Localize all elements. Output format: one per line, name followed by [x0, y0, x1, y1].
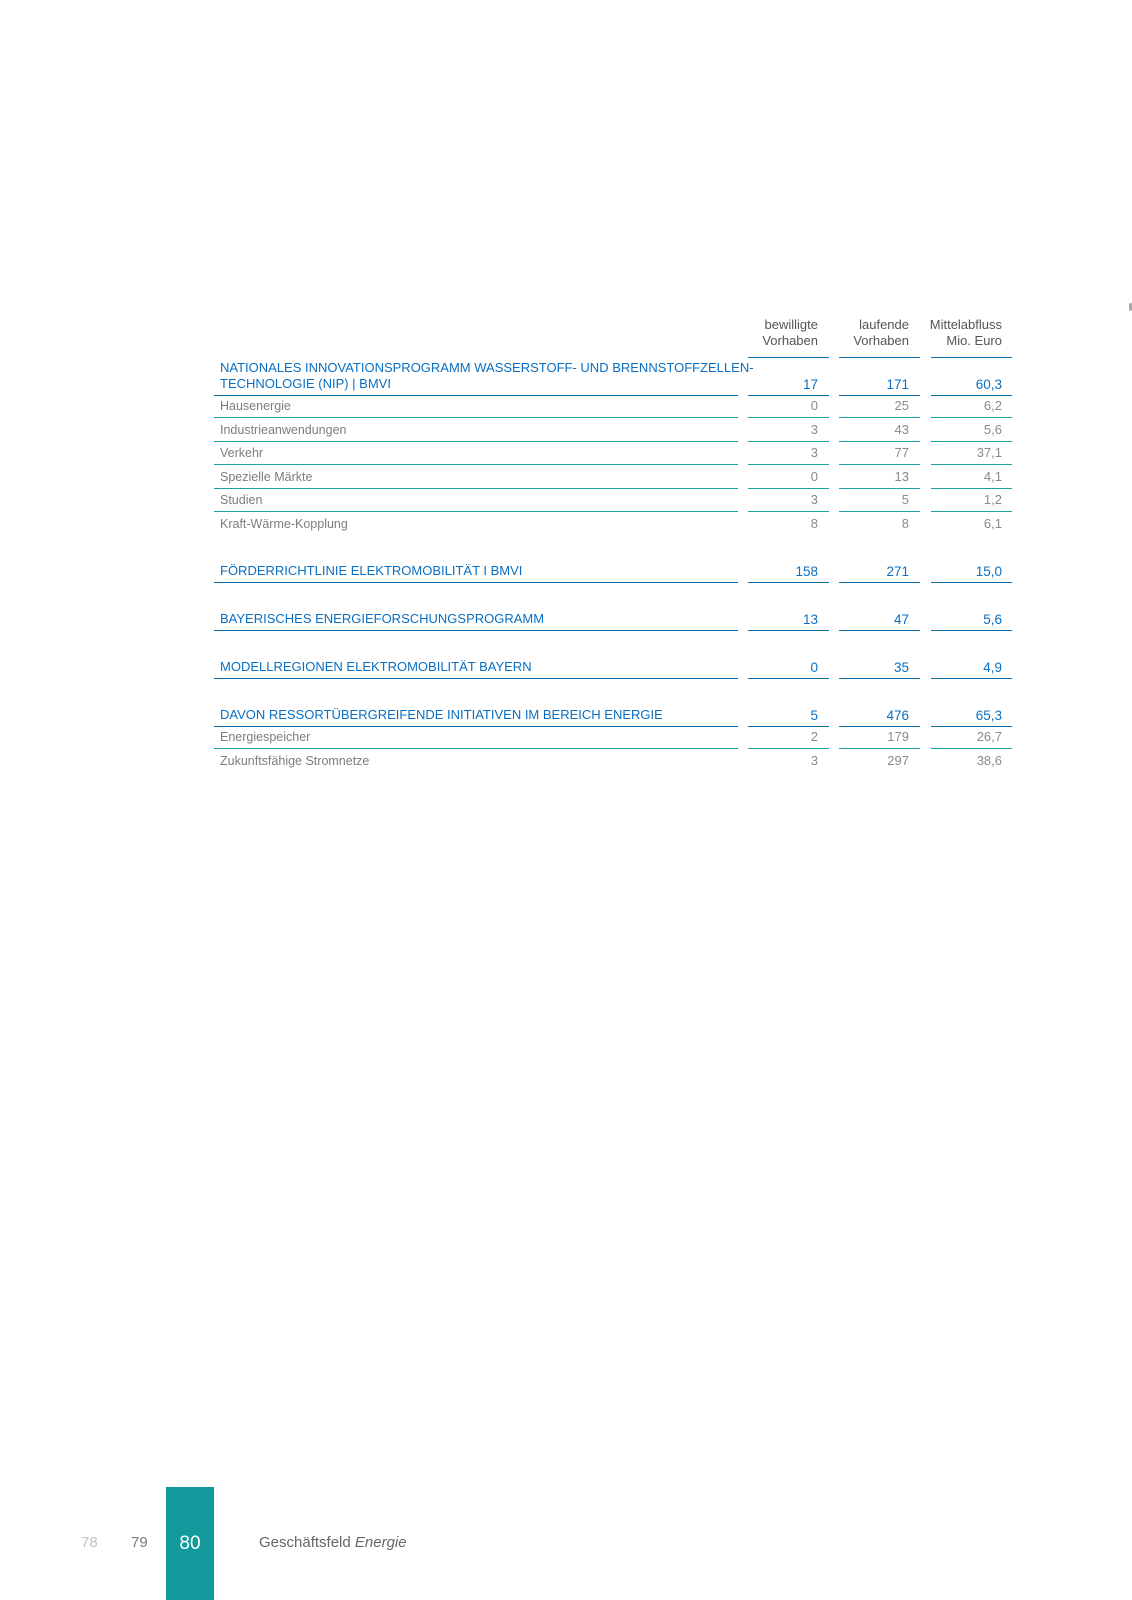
group-value: 476: [886, 708, 909, 723]
column-header-line: Vorhaben: [762, 333, 818, 348]
row-divider: [748, 357, 829, 358]
group-value: 13: [802, 612, 818, 627]
row-value: 13: [894, 468, 909, 484]
column-header-mittelabfluss: [880, 317, 1002, 349]
group-value: 47: [893, 612, 909, 627]
row-value: 3: [810, 752, 818, 768]
current-page-tab: [166, 1487, 214, 1600]
row-divider: [931, 726, 1012, 727]
row-value: 3: [810, 445, 818, 460]
row-label: Studien: [220, 493, 263, 507]
row-value: 38,6: [976, 752, 1002, 768]
group-value: 0: [810, 660, 818, 675]
row-divider: [839, 441, 920, 442]
row-divider: [214, 726, 738, 727]
row-value: 4,1: [983, 468, 1002, 484]
row-divider: [931, 511, 1012, 512]
row-value: 25: [894, 398, 909, 413]
row-divider: [839, 630, 920, 631]
section-title: [259, 1534, 407, 1551]
row-label: Hausenergie: [220, 399, 291, 413]
row-divider: [839, 726, 920, 727]
row-value: 2: [810, 729, 818, 744]
row-divider: [931, 748, 1012, 749]
row-divider: [214, 464, 738, 465]
group-value: 5: [810, 708, 818, 723]
column-header-line: laufende: [859, 317, 909, 332]
group-value: 60,3: [975, 377, 1002, 392]
group-title: BAYERISCHES ENERGIEFORSCHUNGSPROGRAMM: [220, 611, 545, 626]
row-divider: [931, 678, 1012, 679]
row-divider: [214, 417, 738, 418]
row-value: 26,7: [976, 729, 1002, 744]
row-divider: [931, 441, 1012, 442]
row-value: 179: [887, 729, 909, 744]
row-divider: [214, 395, 738, 396]
row-divider: [214, 511, 738, 512]
row-value: 297: [887, 752, 909, 768]
row-divider: [931, 464, 1012, 465]
row-divider: [748, 488, 829, 489]
group-title: FÖRDERRICHTLINIE ELEKTROMOBILITÄT I BMVI: [220, 563, 523, 578]
row-divider: [839, 748, 920, 749]
row-divider: [214, 630, 738, 631]
row-value: 3: [810, 492, 818, 507]
group-value: 158: [795, 564, 818, 579]
group-title: DAVON RESSORTÜBERGREIFENDE INITIATIVEN IM BEREICH ENERGIE: [220, 707, 663, 722]
row-value: 8: [810, 515, 818, 531]
group-value: 171: [886, 377, 909, 392]
section-prefix: Geschäftsfeld: [259, 1534, 355, 1551]
row-value: 43: [894, 421, 909, 437]
row-label: Verkehr: [220, 446, 264, 460]
page-number-79[interactable]: 79: [131, 1534, 148, 1551]
row-value: 5,6: [983, 421, 1002, 437]
row-divider: [748, 464, 829, 465]
current-page-number: 80: [179, 1533, 201, 1554]
row-value: 5: [901, 492, 909, 507]
group-value: 271: [886, 564, 909, 579]
row-divider: [839, 678, 920, 679]
row-value: 8: [901, 515, 909, 531]
row-divider: [748, 441, 829, 442]
row-divider: [214, 488, 738, 489]
row-label: Kraft-Wärme-Kopplung: [220, 516, 348, 531]
row-divider: [931, 357, 1012, 358]
row-label: Zukunftsfähige Stromnetze: [220, 753, 370, 768]
row-divider: [931, 630, 1012, 631]
row-label: Energiespeicher: [220, 730, 311, 744]
group-value: 17: [802, 377, 818, 392]
group-title: MODELLREGIONEN ELEKTROMOBILITÄT BAYERN: [220, 659, 532, 674]
group-value: 4,9: [983, 660, 1002, 675]
row-divider: [748, 748, 829, 749]
row-divider: [839, 488, 920, 489]
row-divider: [748, 417, 829, 418]
row-value: 0: [810, 468, 818, 484]
row-divider: [748, 582, 829, 583]
row-value: 3: [810, 421, 818, 437]
row-value: 0: [810, 398, 818, 413]
row-divider: [748, 630, 829, 631]
row-divider: [839, 357, 920, 358]
group-value: 15,0: [975, 564, 1002, 579]
row-divider: [931, 395, 1012, 396]
row-divider: [839, 417, 920, 418]
row-divider: [839, 464, 920, 465]
row-divider: [214, 678, 738, 679]
page-number-78[interactable]: 78: [81, 1534, 98, 1551]
group-value: 65,3: [975, 708, 1002, 723]
group-title: TECHNOLOGIE (NIP) | BMVI: [220, 376, 391, 391]
row-divider: [931, 582, 1012, 583]
column-header-line: bewilligte: [764, 317, 818, 332]
row-label: Industrieanwendungen: [220, 422, 347, 437]
row-divider: [839, 511, 920, 512]
row-divider: [931, 417, 1012, 418]
section-name: Energie: [354, 1534, 407, 1551]
column-header-line: Mittelabfluss: [929, 317, 1002, 332]
row-value: 1,2: [983, 492, 1002, 507]
row-divider: [931, 488, 1012, 489]
row-label: Spezielle Märkte: [220, 469, 313, 484]
row-value: 77: [894, 445, 909, 460]
row-value: 6,2: [983, 398, 1002, 413]
group-value: 5,6: [983, 612, 1002, 627]
row-divider: [214, 441, 738, 442]
group-title: NATIONALES INNOVATIONSPROGRAMM WASSERSTOFF- UND BRENNSTOFFZELLEN-: [220, 360, 754, 375]
row-divider: [839, 582, 920, 583]
column-header-line: Vorhaben: [853, 333, 909, 348]
row-divider: [748, 395, 829, 396]
row-divider: [748, 726, 829, 727]
column-header-line: Mio. Euro: [946, 333, 1002, 348]
row-divider: [839, 395, 920, 396]
row-value: 37,1: [976, 445, 1002, 460]
row-value: 6,1: [983, 515, 1002, 531]
row-divider: [748, 511, 829, 512]
row-divider: [214, 748, 738, 749]
row-divider: [214, 582, 738, 583]
group-value: 35: [893, 660, 909, 675]
row-divider: [748, 678, 829, 679]
